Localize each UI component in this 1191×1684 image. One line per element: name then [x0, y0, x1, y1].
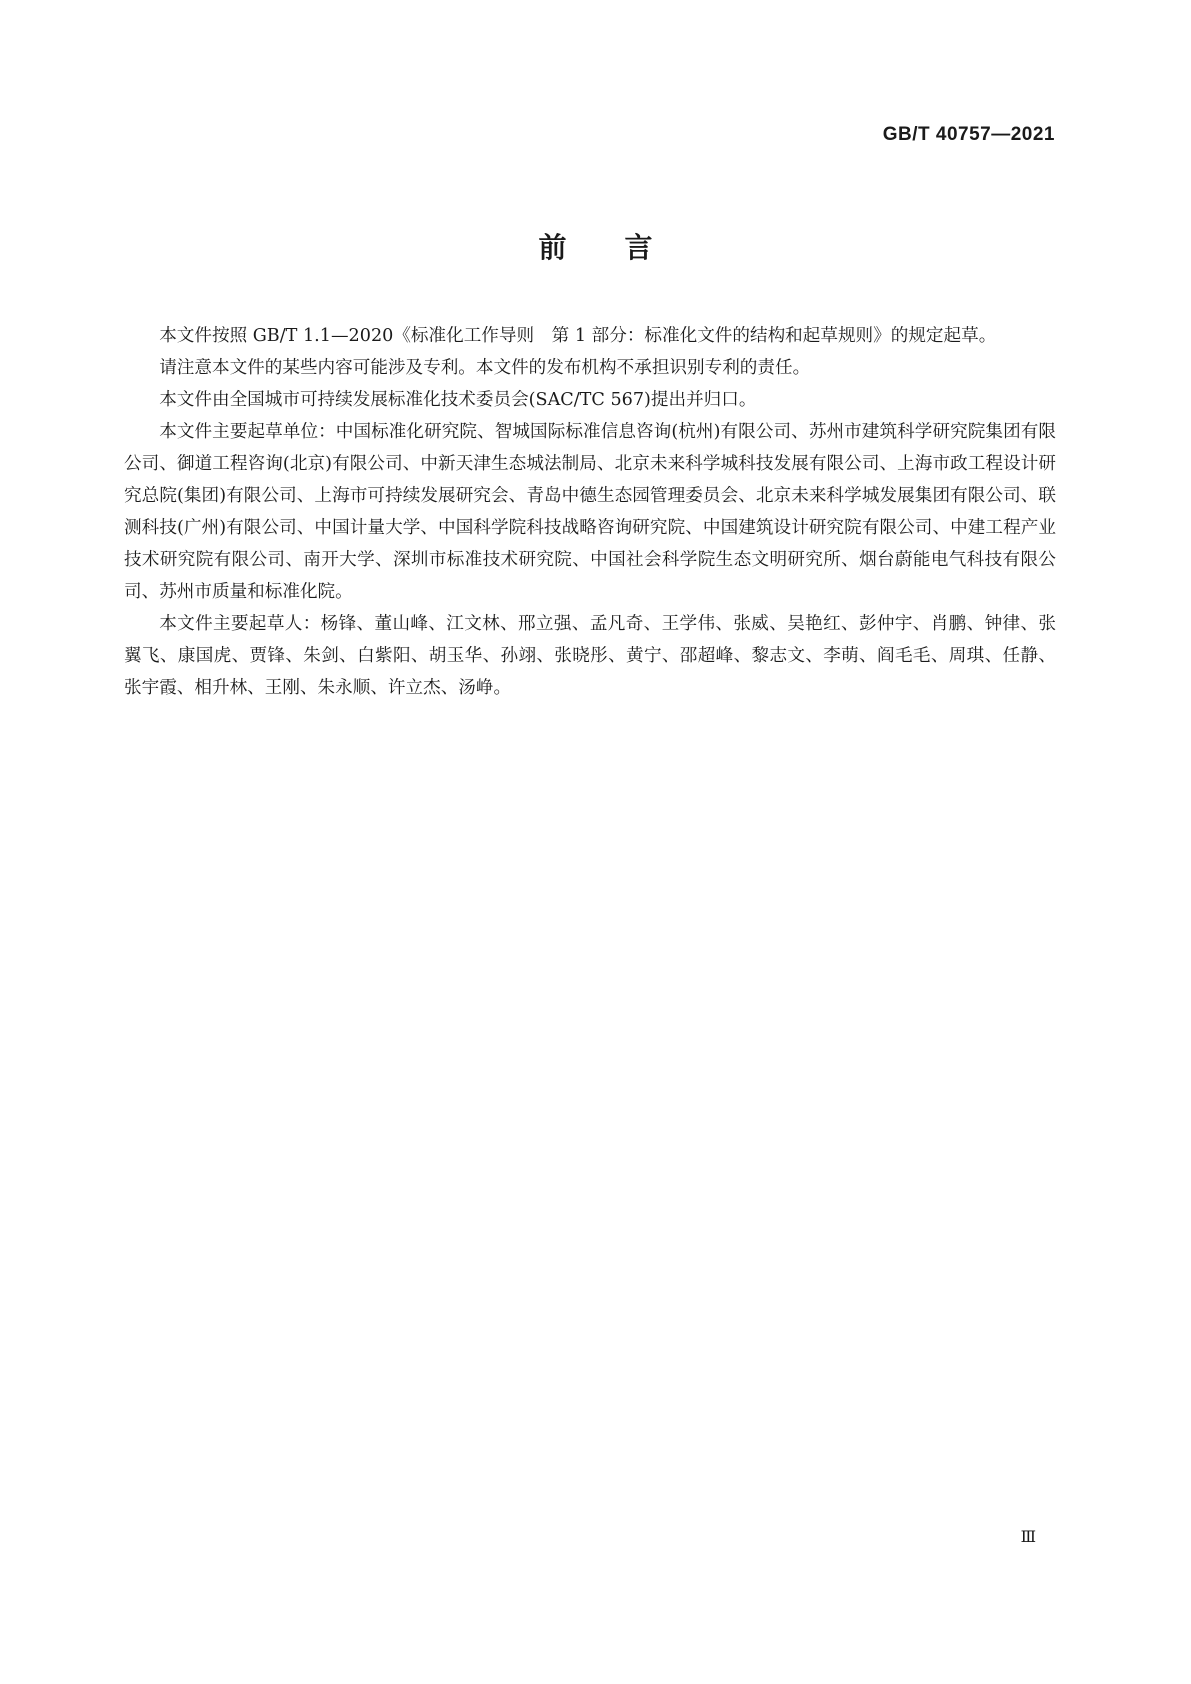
page-number: Ⅲ: [1020, 1529, 1036, 1546]
page-title: 前言: [538, 231, 711, 264]
paragraph-committee: 本文件由全国城市可持续发展标准化技术委员会(SAC/TC 567)提出并归口。: [159, 390, 757, 410]
paragraph-drafters: 本文件主要起草人：杨锋、董山峰、江文林、邢立强、孟凡奇、王学伟、张威、吴艳红、彭仲宇、肖鹏、钟律、张翼飞、康国虎、贾锋、朱剑、白紫阳、胡玉华、孙翊、张晓彤、黄宁、邵超峰、黎志文、李萌、阎毛毛、周琪、任静、张宇霞、相升林、王刚、朱永顺、许立杰、汤峥。: [124, 614, 1056, 698]
paragraph-drafting-rules: 本文件按照 GB/T 1.1—2020《标准化工作导则 第 1 部分：标准化文件的结构和起草规则》的规定起草。: [159, 326, 997, 346]
standard-number: GB/T 40757—2021: [882, 124, 1055, 145]
paragraph-drafting-organizations: 本文件主要起草单位：中国标准化研究院、智城国际标准信息咨询(杭州)有限公司、苏州市建筑科学研究院集团有限公司、御道工程咨询(北京)有限公司、中新天津生态城法制局、北京未来科学城科技发展有限公司、上海市政工程设计研究总院(集团)有限公司、上海市可持续发展研究会、青岛中德生态园管理委员会、北京未来科学城发展集团有限公司、联测科技(广州)有限公司、中国计量大学、中国科学院科技战略咨询研究院、中国建筑设计研究院有限公司、中建工程产业技术研究院有限公司、南开大学、深圳市标准技术研究院、中国社会科学院生态文明研究所、烟台蔚能电气科技有限公司、苏州市质量和标准化院。: [124, 422, 1056, 602]
foreword-body: [124, 320, 1056, 704]
paragraph-patent-notice: 请注意本文件的某些内容可能涉及专利。本文件的发布机构不承担识别专利的责任。: [159, 358, 811, 378]
